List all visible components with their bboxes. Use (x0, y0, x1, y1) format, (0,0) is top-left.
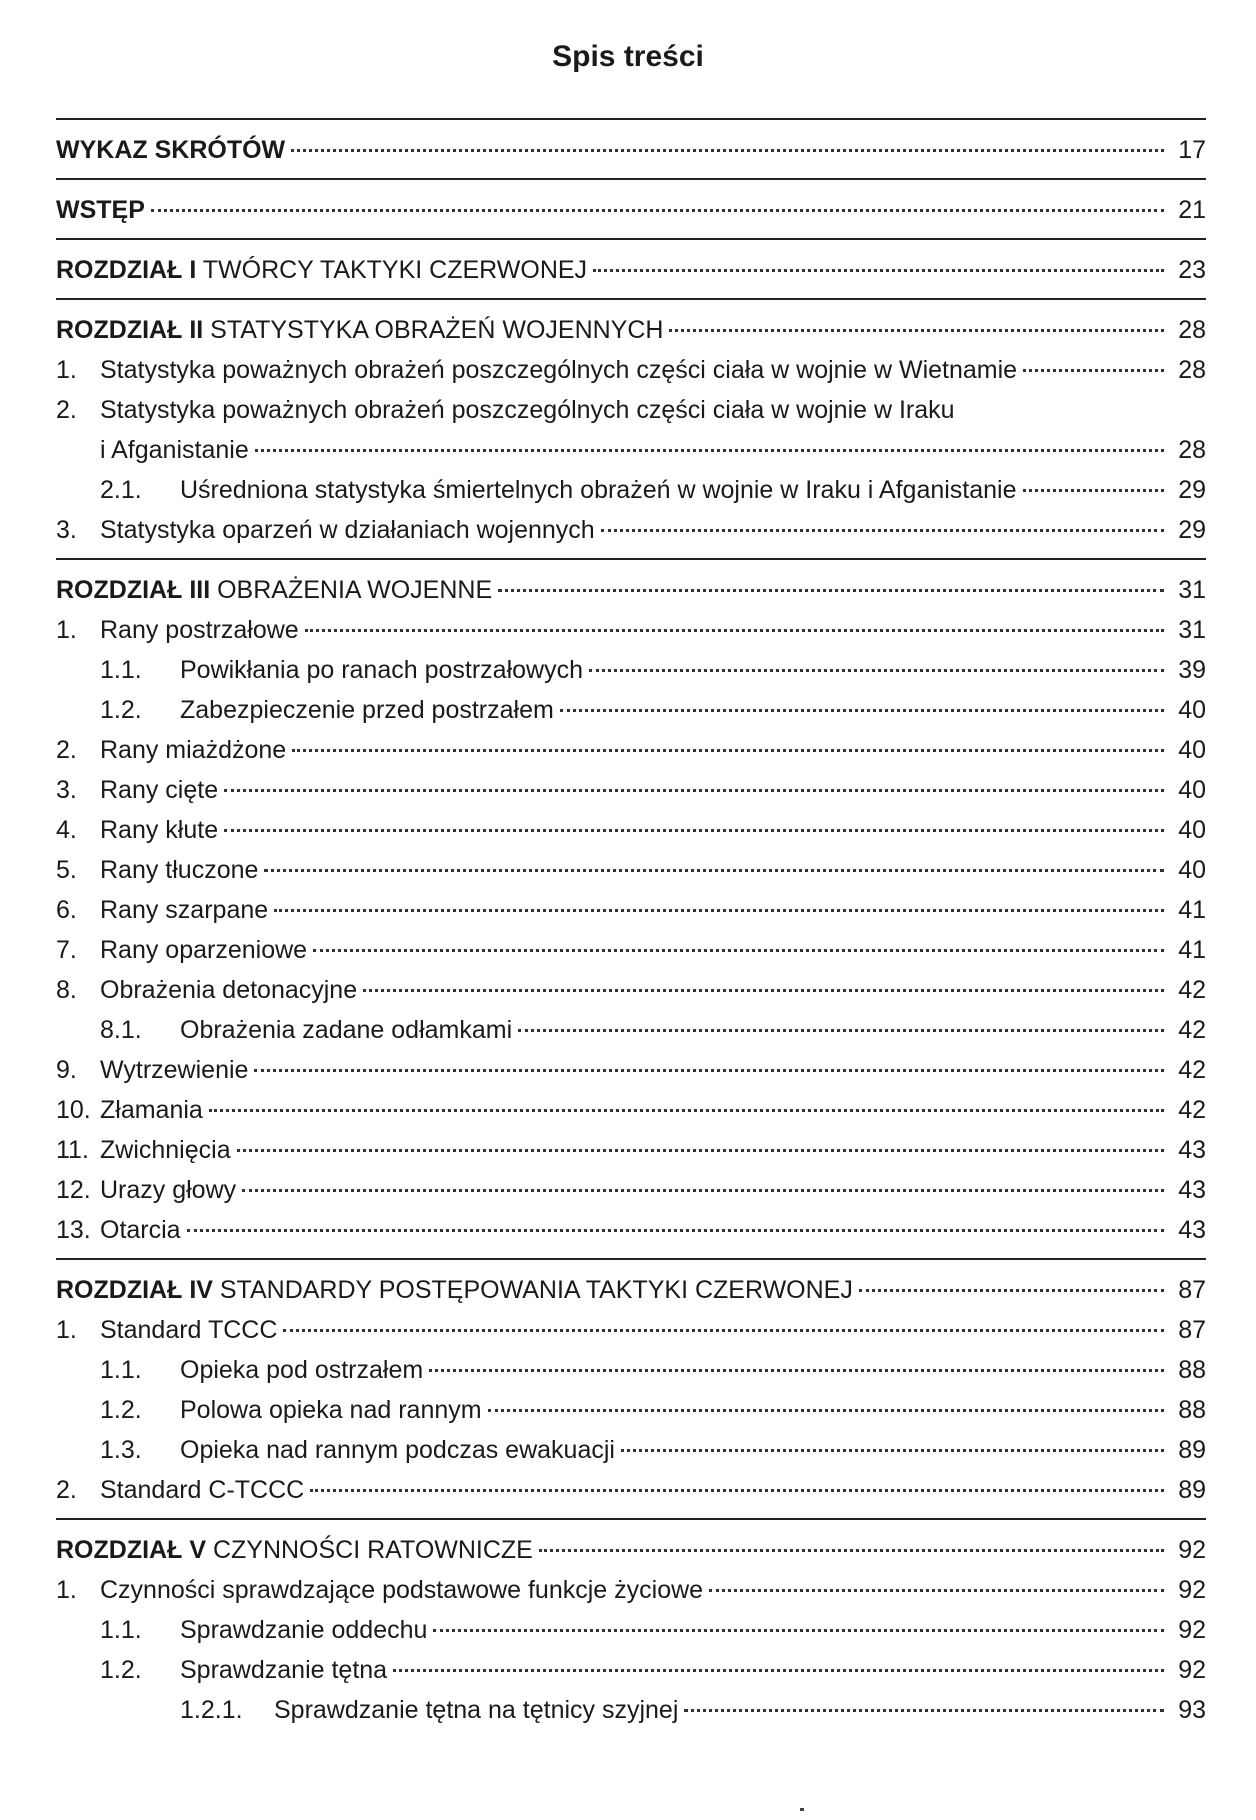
chapter-label: ROZDZIAŁ IV (56, 1276, 213, 1304)
toc-entry[interactable] (56, 390, 1206, 430)
entry-text: Urazy głowy (100, 1176, 237, 1204)
entry-title (56, 1270, 853, 1310)
chapter-label: ROZDZIAŁ V (56, 1536, 206, 1564)
dot-leader (292, 749, 1164, 752)
entry-number: 1. (56, 1316, 77, 1344)
dot-leader (429, 1369, 1164, 1372)
entry-title (100, 390, 955, 430)
dot-leader (669, 329, 1164, 332)
entry-number: 8.1. (100, 1016, 142, 1044)
page-number: 93 (1178, 1696, 1206, 1724)
entry-title (100, 970, 357, 1010)
toc-entry[interactable] (56, 1130, 1206, 1170)
page-title: Spis treści (552, 40, 704, 73)
toc-entry[interactable] (56, 1390, 1206, 1430)
toc-section (56, 558, 1206, 1250)
page-number: 41 (1178, 896, 1206, 924)
entry-number: 9. (56, 1056, 77, 1084)
entry-title (100, 770, 218, 810)
dot-leader (291, 149, 1164, 152)
entry-number: 12. (56, 1176, 91, 1204)
dot-leader (684, 1709, 1164, 1712)
page-number: 89 (1178, 1476, 1206, 1504)
entry-title (100, 730, 286, 770)
page-number: 88 (1178, 1356, 1206, 1384)
entry-number: 2. (56, 396, 77, 424)
dot-leader (310, 1489, 1164, 1492)
toc-entry[interactable] (56, 1010, 1206, 1050)
entry-text: Rany szarpane (100, 896, 269, 924)
entry-number: 3. (56, 776, 77, 804)
entry-title (100, 1050, 248, 1090)
entry-text: Rany tłuczone (100, 856, 259, 884)
page-number: 23 (1178, 256, 1206, 284)
entry-title (180, 1610, 427, 1650)
toc-entry[interactable] (56, 1310, 1206, 1350)
entry-title (100, 1470, 304, 1510)
entry-text: Wytrzewienie (100, 1056, 249, 1084)
page-number: 28 (1178, 356, 1206, 384)
entry-number: 1.2. (100, 1656, 142, 1684)
dot-leader (305, 629, 1164, 632)
entry-number: 10. (56, 1096, 91, 1124)
entry-text: Rany cięte (100, 776, 219, 804)
toc-entry[interactable] (56, 970, 1206, 1010)
entry-text: Otarcia (100, 1216, 181, 1244)
entry-text: Statystyka poważnych obrażeń poszczególnych części ciała w wojnie w Wietnamie (100, 356, 1018, 384)
entry-text: i Afganistanie (100, 436, 249, 464)
page-number: 42 (1178, 1096, 1206, 1124)
entry-title (180, 1650, 387, 1690)
toc-section (56, 238, 1206, 290)
dot-leader (593, 269, 1164, 272)
entry-title (56, 1530, 533, 1570)
toc-entry[interactable] (56, 770, 1206, 810)
entry-title (100, 890, 268, 930)
chapter-title: TWÓRCY TAKTYKI CZERWONEJ (196, 256, 588, 284)
toc-entry[interactable] (56, 1470, 1206, 1510)
page-number: 87 (1178, 1316, 1206, 1344)
page-number: 92 (1178, 1656, 1206, 1684)
toc-section (56, 1258, 1206, 1510)
dot-leader (560, 709, 1164, 712)
dot-leader (1023, 369, 1164, 372)
entry-text: Polowa opieka nad rannym (180, 1396, 482, 1424)
page-number: 92 (1178, 1576, 1206, 1604)
page-mark (800, 1808, 804, 1811)
entry-number: 1.1. (100, 656, 142, 684)
entry-number: 1.2.1. (180, 1696, 243, 1724)
entry-number: 11. (56, 1136, 89, 1164)
page-number: 29 (1178, 476, 1206, 504)
toc-entry[interactable] (56, 1050, 1206, 1090)
dot-leader (187, 1229, 1164, 1232)
dot-leader (255, 449, 1164, 452)
entry-title (56, 250, 587, 290)
entry-title (100, 1170, 236, 1210)
toc-chapter-entry[interactable] (56, 1270, 1206, 1310)
dot-leader (601, 529, 1164, 532)
entry-number: 1.2. (100, 696, 142, 724)
dot-leader (518, 1029, 1164, 1032)
entry-text: Sprawdzanie tętna na tętnicy szyjnej (274, 1696, 679, 1724)
page-number: 29 (1178, 516, 1206, 544)
entry-text: Uśredniona statystyka śmiertelnych obrażeń w wojnie w Iraku i Afganistanie (180, 476, 1017, 504)
toc-entry[interactable] (56, 470, 1206, 510)
page-number: 28 (1178, 436, 1206, 464)
dot-leader (621, 1449, 1164, 1452)
entry-number: 2. (56, 736, 77, 764)
entry-title (56, 130, 285, 170)
page-number: 42 (1178, 1056, 1206, 1084)
dot-leader (488, 1409, 1164, 1412)
toc-entry[interactable] (56, 610, 1206, 650)
entry-text: Opieka pod ostrzałem (180, 1356, 424, 1384)
entry-number: 2.1. (100, 476, 142, 504)
toc-section (56, 298, 1206, 550)
toc-entry[interactable] (56, 1350, 1206, 1390)
toc-entry[interactable] (56, 730, 1206, 770)
dot-leader (237, 1149, 1164, 1152)
entry-number: 1.3. (100, 1436, 142, 1464)
dot-leader (224, 789, 1164, 792)
toc-section (56, 178, 1206, 230)
toc-chapter-entry[interactable] (56, 250, 1206, 290)
toc-chapter-entry[interactable] (56, 310, 1206, 350)
entry-title (56, 570, 492, 610)
dot-leader (254, 1069, 1164, 1072)
entry-number: 7. (56, 936, 77, 964)
entry-title (100, 1090, 203, 1130)
table-of-contents (56, 118, 1206, 1738)
entry-title (100, 930, 307, 970)
entry-title (100, 430, 249, 470)
entry-number: 1. (56, 356, 77, 384)
entry-text: Rany kłute (100, 816, 219, 844)
toc-entry[interactable] (56, 1650, 1206, 1690)
dot-leader (539, 1549, 1164, 1552)
page-number: 40 (1178, 816, 1206, 844)
page-number: 17 (1178, 136, 1206, 164)
entry-text: Statystyka oparzeń w działaniach wojennych (100, 516, 595, 544)
page-number: 31 (1178, 616, 1206, 644)
page-number: 43 (1178, 1216, 1206, 1244)
page-number: 41 (1178, 936, 1206, 964)
page-number: 43 (1178, 1176, 1206, 1204)
entry-title (100, 610, 299, 650)
dot-leader (242, 1189, 1164, 1192)
entry-text: Obrażenia detonacyjne (100, 976, 358, 1004)
toc-chapter-entry[interactable] (56, 130, 1206, 170)
page-number: 43 (1178, 1136, 1206, 1164)
entry-text: Opieka nad rannym podczas ewakuacji (180, 1436, 615, 1464)
toc-section (56, 118, 1206, 170)
entry-title (100, 510, 595, 550)
toc-entry[interactable] (56, 430, 1206, 470)
toc-entry[interactable] (56, 1610, 1206, 1650)
entry-title (180, 470, 1017, 510)
entry-number: 8. (56, 976, 77, 1004)
chapter-label: ROZDZIAŁ II (56, 316, 204, 344)
entry-text: Rany oparzeniowe (100, 936, 308, 964)
entry-title (100, 1210, 181, 1250)
chapter-label: WSTĘP (56, 196, 145, 224)
page-number: 40 (1178, 736, 1206, 764)
entry-text: Obrażenia zadane odłamkami (180, 1016, 513, 1044)
chapter-title: CZYNNOŚCI RATOWNICZE (206, 1536, 533, 1564)
entry-text: Złamania (100, 1096, 203, 1124)
entry-title (274, 1690, 678, 1730)
entry-number: 5. (56, 856, 77, 884)
chapter-title: OBRAŻENIA WOJENNE (210, 576, 493, 604)
dot-leader (498, 589, 1164, 592)
dot-leader (589, 669, 1164, 672)
entry-text: Sprawdzanie tętna (180, 1656, 388, 1684)
page-number: 31 (1178, 576, 1206, 604)
dot-leader (433, 1629, 1164, 1632)
page-number: 40 (1178, 856, 1206, 884)
page-number: 42 (1178, 976, 1206, 1004)
entry-title (100, 1130, 231, 1170)
entry-title (100, 350, 1017, 390)
entry-text: Statystyka poważnych obrażeń poszczególnych części ciała w wojnie w Iraku (100, 396, 955, 424)
entry-text: Standard TCCC (100, 1316, 278, 1344)
dot-leader (313, 949, 1164, 952)
entry-number: 4. (56, 816, 77, 844)
entry-text: Powikłania po ranach postrzałowych (180, 656, 583, 684)
toc-entry[interactable] (56, 1210, 1206, 1250)
entry-number: 1.2. (100, 1396, 142, 1424)
toc-entry[interactable] (56, 810, 1206, 850)
toc-chapter-entry[interactable] (56, 570, 1206, 610)
toc-chapter-entry[interactable] (56, 1530, 1206, 1570)
page-number: 89 (1178, 1436, 1206, 1464)
dot-leader (709, 1589, 1164, 1592)
entry-number: 6. (56, 896, 77, 924)
dot-leader (151, 209, 1164, 212)
toc-entry[interactable] (56, 350, 1206, 390)
dot-leader (859, 1289, 1164, 1292)
toc-entry[interactable] (56, 890, 1206, 930)
entry-title (100, 1310, 277, 1350)
page-number: 40 (1178, 776, 1206, 804)
entry-text: Zwichnięcia (100, 1136, 231, 1164)
entry-text: Sprawdzanie oddechu (180, 1616, 428, 1644)
entry-number: 2. (56, 1476, 77, 1504)
page-number: 92 (1178, 1616, 1206, 1644)
dot-leader (224, 829, 1164, 832)
chapter-label: ROZDZIAŁ I (56, 256, 197, 284)
toc-entry[interactable] (56, 510, 1206, 550)
entry-title (180, 690, 554, 730)
toc-section (56, 1518, 1206, 1730)
page-number: 42 (1178, 1016, 1206, 1044)
dot-leader (1023, 489, 1164, 492)
dot-leader (209, 1109, 1164, 1112)
toc-entry[interactable] (56, 1690, 1206, 1730)
entry-number: 1. (56, 1576, 77, 1604)
dot-leader (393, 1669, 1164, 1672)
entry-title (180, 1010, 512, 1050)
entry-number: 1.1. (100, 1616, 142, 1644)
dot-leader (283, 1329, 1164, 1332)
entry-text: Standard C-TCCC (100, 1476, 305, 1504)
entry-text: Rany postrzałowe (100, 616, 299, 644)
page-number: 40 (1178, 696, 1206, 724)
entry-text: Zabezpieczenie przed postrzałem (180, 696, 554, 724)
entry-title (180, 650, 583, 690)
chapter-label: ROZDZIAŁ III (56, 576, 211, 604)
chapter-title: STATYSTYKA OBRAŻEŃ WOJENNYCH (203, 316, 664, 344)
dot-leader (264, 869, 1164, 872)
entry-title (180, 1430, 615, 1470)
toc-entry[interactable] (56, 1170, 1206, 1210)
toc-entry[interactable] (56, 1570, 1206, 1610)
entry-title (100, 810, 218, 850)
page-number: 21 (1178, 196, 1206, 224)
toc-entry[interactable] (56, 1090, 1206, 1130)
toc-entry[interactable] (56, 650, 1206, 690)
page-number: 87 (1178, 1276, 1206, 1304)
page-number: 39 (1178, 656, 1206, 684)
toc-entry[interactable] (56, 850, 1206, 890)
toc-entry[interactable] (56, 690, 1206, 730)
dot-leader (274, 909, 1164, 912)
entry-text: Czynności sprawdzające podstawowe funkcje życiowe (100, 1576, 704, 1604)
page-number: 28 (1178, 316, 1206, 344)
toc-chapter-entry[interactable] (56, 190, 1206, 230)
toc-entry[interactable] (56, 1430, 1206, 1470)
entry-title (56, 310, 663, 350)
chapter-title: STANDARDY POSTĘPOWANIA TAKTYKI CZERWONEJ (212, 1276, 853, 1304)
page-number: 92 (1178, 1536, 1206, 1564)
entry-title (180, 1390, 482, 1430)
toc-entry[interactable] (56, 930, 1206, 970)
entry-title (100, 1570, 703, 1610)
entry-text: Rany miażdżone (100, 736, 287, 764)
entry-title (100, 850, 258, 890)
entry-number: 3. (56, 516, 77, 544)
dot-leader (363, 989, 1164, 992)
entry-number: 1. (56, 616, 77, 644)
entry-title (56, 190, 145, 230)
page-number: 88 (1178, 1396, 1206, 1424)
chapter-label: WYKAZ SKRÓTÓW (56, 136, 286, 164)
entry-title (180, 1350, 423, 1390)
entry-number: 13. (56, 1216, 91, 1244)
entry-number: 1.1. (100, 1356, 142, 1384)
